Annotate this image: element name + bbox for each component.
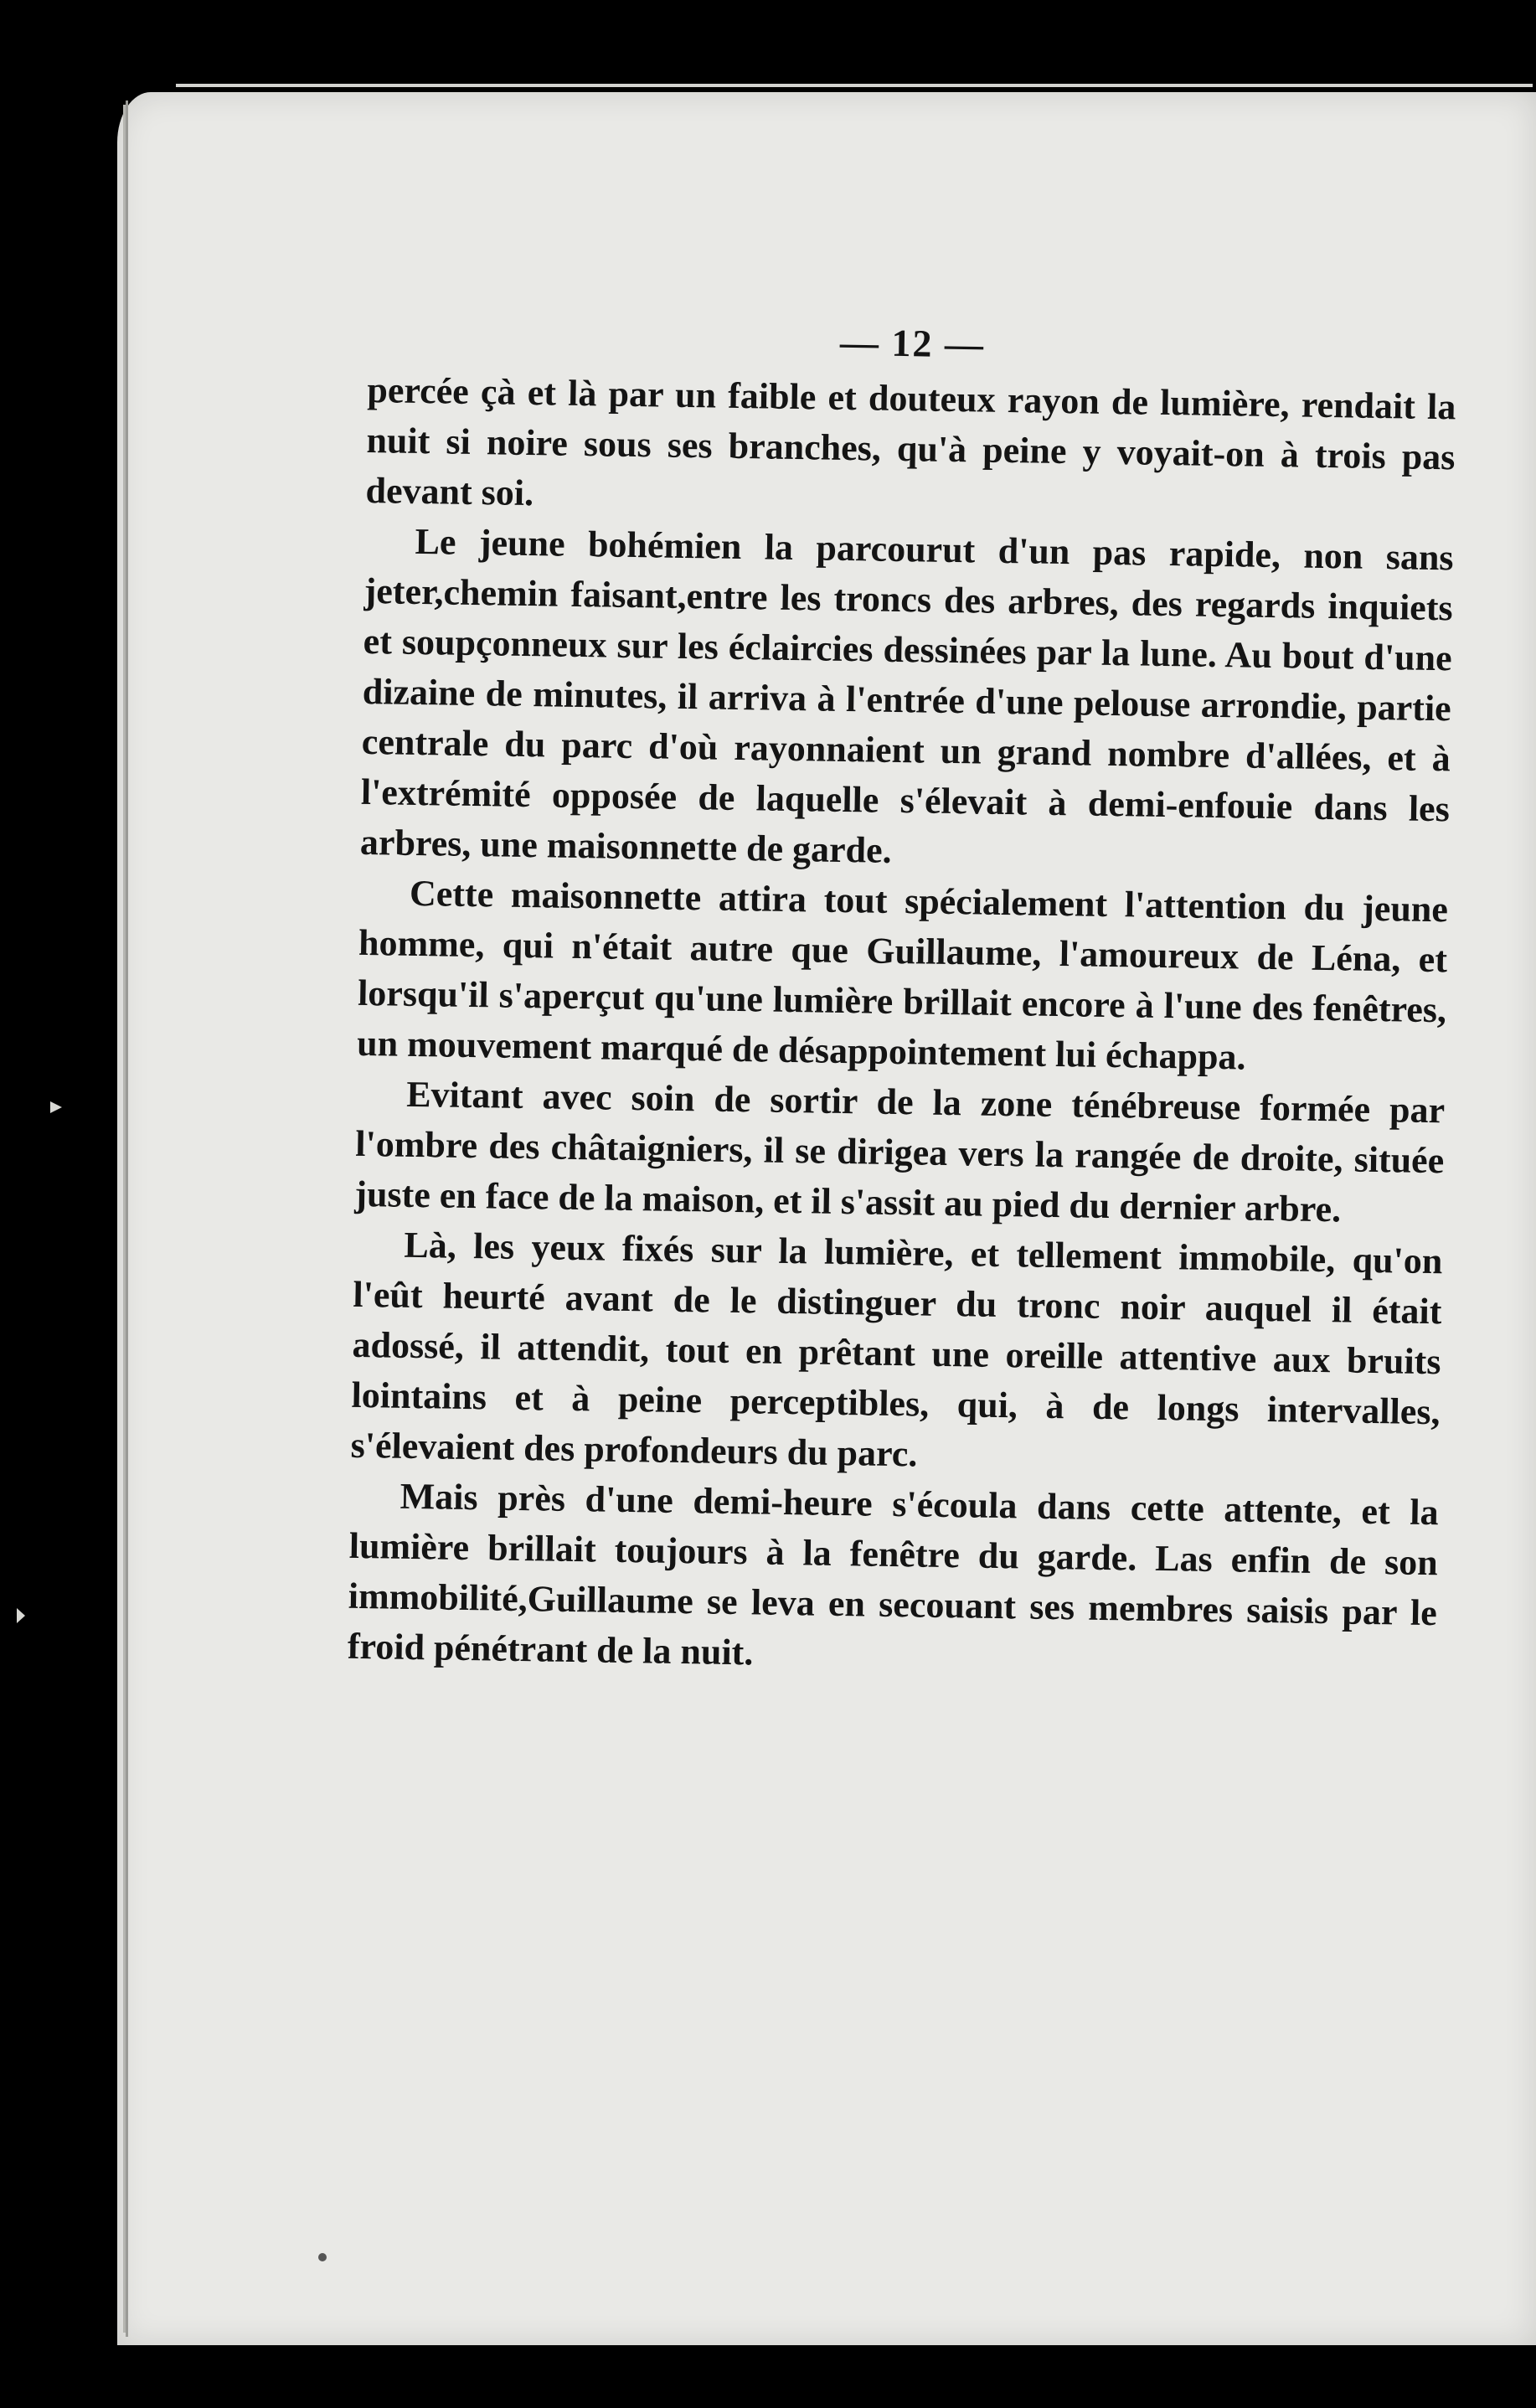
paragraph-3: Cette maisonnette attira tout spécialement l'attention du jeune homme, qui n'était autre que Guillaume, l'amoureux de Léna, et lorsqu'il s'aperçut qu'une lumière brillait encore à l'une des fenêtres, un mouvement marqué de désappointement lui échappa. [356,872,1449,1078]
margin-mark-arrow [50,1101,62,1113]
paragraph-4: Evitant avec soin de sortir de la zone ténébreuse formée par l'ombre des châtaigniers, il se dirigea vers la rangée de droite, située juste en face de la maison, et il s'assit au pied du dernier arbre. [354,1073,1446,1230]
paragraph-6: Mais près d'une demi-heure s'écoula dans cette attente, et la lumière brillait toujours à la fenêtre du garde. Las enfin de son immobilité,Guillaume se leva en secouant ses membres saisis par le froid pénétrant de la nuit. [347,1475,1439,1673]
paragraph-5: Là, les yeux fixés sur la lumière, et tellement immobile, qu'on l'eût heurté avant de le distinguer du tronc noir auquel il était adossé, il attendit, tout en prêtant une oreille attentive aux bruits lointains et à peine perceptibles, qui, à de longs intervalles, s'élevaient des profondeurs du parc. [350,1224,1443,1475]
paragraph-2: Le jeune bohémien la parcourut d'un pas rapide, non sans jeter,chemin faisant,entre les troncs des arbres, des regards inquiets et soupçonneux sur les éclaircies dessinées par la lune. Au bout d'une dizaine de minutes, il arriva à l'entrée d'une pelouse arrondie, partie centrale du parc d'où rayonnaient un grand nombre d'allées, et à l'extrémité opposée de laquelle s'élevait à demi-enfouie dans les arbres, une maisonnette de garde. [359,520,1454,871]
margin-mark-speck [17,1608,25,1623]
paper-speck [318,2253,327,2261]
page-text [347,310,1456,1689]
paragraph-1: percée çà et là par un faible et douteux rayon de lumière, rendait la nuit si noire sous ses branches, qu'à peine y voyait-on à trois pas devant soi. [365,369,1456,514]
page-number: — 12 — [839,320,986,366]
